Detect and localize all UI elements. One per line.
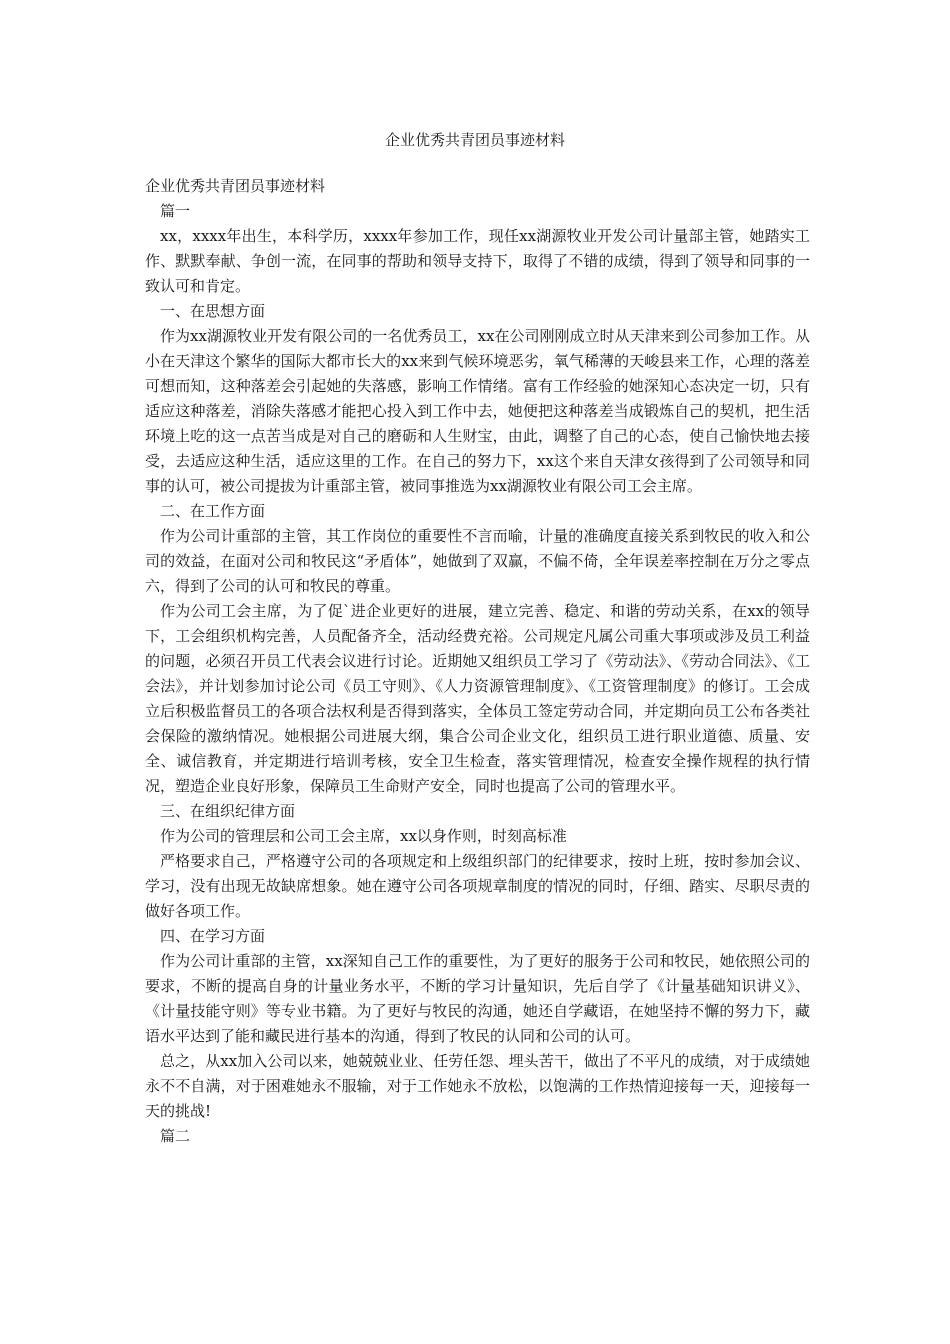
paragraph: 三、在组织纪律方面: [160, 802, 296, 820]
paragraph: xx，xxxx年出生，本科学历，xxxx年参加工作，现任xx湖源牧业开发公司计量部主管，她踏实工作、默默奉献、争创一流，在同事的帮助和领导支持下，取得了不错的成绩，得到了领导和同事的一致认可和肯定。: [145, 227, 810, 295]
paragraph: 严格要求自己，严格遵守公司的各项规定和上级组织部门的纪律要求，按时上班，按时参加会议、学习，没有出现无故缺席想象。她在遵守公司各项规章制度的情况的同时，仔细、踏实、尽职尽责的做好各项工作。: [145, 852, 810, 920]
paragraph: 作为公司工会主席，为了促`进企业更好的进展，建立完善、稳定、和谐的劳动关系，在xx的领导下，工会组织机构完善，人员配备齐全，活动经费充裕。公司规定凡属公司重大事项或涉及员工利益的问题，必须召开员工代表会议进行讨论。近期她又组织员工学习了《劳动法》、《劳动合同法》、《工会法》，并计划参加讨论公司《员工守则》、《人力资源管理制度》、《工资管理制度》的修订。工会成立后积极监督员工的各项合法权利是否得到落实，全体员工签定劳动合同，并定期向员工公布各类社会保险的激纳情况。她根据公司进展大纲，集合公司企业文化，组织员工进行职业道德、质量、安全、诚信教育，并定期进行培训考核，安全卫生检查，落实管理情况，检查安全操作规程的执行情况，塑造企业良好形象，保障员工生命财产安全，同时也提高了公司的管理水平。: [145, 602, 810, 795]
document-title: 企业优秀共青团员事迹材料: [384, 131, 565, 149]
paragraph: 作为公司的管理层和公司工会主席，xx以身作则，时刻高标准: [160, 827, 567, 845]
paragraph: 作为xx湖源牧业开发有限公司的一名优秀员工，xx在公司刚刚成立时从天津来到公司参加工作。从小在天津这个繁华的国际大都市长大的xx来到气候环境恶劣，氧气稀薄的天峻县来工作，心理的落差可想而知，这种落差会引起她的失落感，影响工作情绪。富有工作经验的她深知心态决定一切，只有适应这种落差，消除失落感才能把心投入到工作中去，她便把这种落差当成锻炼自己的契机，把生活环境上吃的这一点苦当成是对自己的磨砺和人生财宝，由此，调整了自己的心态，使自己愉快地去接受，去适应这种生活，适应这里的工作。在自己的努力下，xx这个来自天津女孩得到了公司领导和同事的认可，被公司提拔为计重部主管，被同事推选为xx湖源牧业有限公司工会主席。: [145, 327, 810, 495]
paragraph: 篇一: [160, 202, 191, 220]
paragraph: 二、在工作方面: [160, 502, 266, 520]
paragraph: 作为公司计重部的主管，其工作岗位的重要性不言而喻，计量的准确度直接关系到牧民的收入和公司的效益，在面对公司和牧民这“矛盾体”，她做到了双赢，不偏不倚，全年误差率控制在万分之零点六，得到了公司的认可和牧民的尊重。: [145, 527, 810, 595]
paragraph: 篇二: [160, 1127, 191, 1145]
paragraph: 一、在思想方面: [160, 302, 266, 320]
paragraph: 四、在学习方面: [160, 927, 266, 945]
paragraph: 作为公司计重部的主管，xx深知自己工作的重要性，为了更好的服务于公司和牧民，她依照公司的要求，不断的提高自身的计量业务水平，不断的学习计量知识，先后自学了《计量基础知识讲义》、《计量技能守则》等专业书籍。为了更好与牧民的沟通，她还自学藏语，在她坚持不懈的努力下，藏语水平达到了能和藏民进行基本的沟通，得到了牧民的认同和公司的认可。: [145, 952, 810, 1045]
paragraph: 总之，从xx加入公司以来，她兢兢业业、任劳任怨、埋头苦干，做出了不平凡的成绩，对于成绩她永不不自满，对于困难她永不服输，对于工作她永不放松，以饱满的工作热情迎接每一天，迎接每一天的挑战!: [145, 1052, 810, 1120]
document-body: [145, 174, 810, 1149]
paragraph: 企业优秀共青团员事迹材料: [145, 177, 326, 195]
